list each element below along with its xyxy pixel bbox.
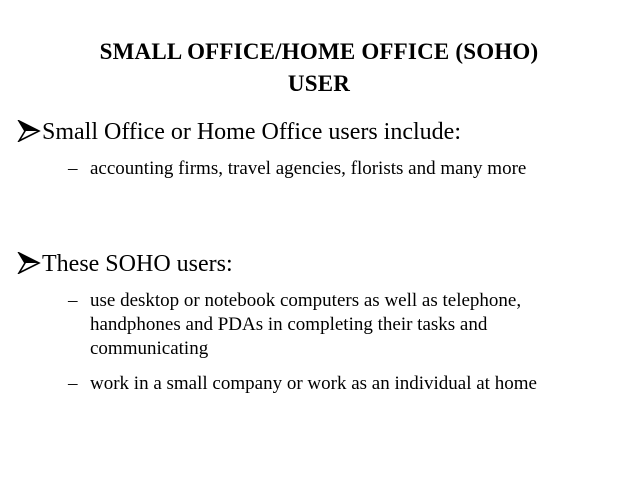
bullet-text: These SOHO users: (42, 251, 233, 277)
slide-title-line-2: USER (287, 71, 351, 96)
sub-item-text: accounting firms, travel agencies, florists and many more (90, 158, 527, 179)
slide-title-line-1: SMALL OFFICE/HOME OFFICE (SOHO) (99, 39, 539, 64)
sub-item (68, 289, 578, 361)
sub-item (68, 157, 558, 181)
bullet-text: Small Office or Home Office users include: (42, 119, 461, 145)
arrowhead-bullet-icon (16, 252, 42, 274)
arrowhead-bullet-icon (16, 120, 42, 142)
dash-marker: – (68, 373, 78, 394)
slide-title (20, 36, 618, 100)
sub-item-text: work in a small company or work as an individual at home (90, 373, 537, 394)
bullet-item (16, 250, 233, 278)
sub-item-text: use desktop or notebook computers as well as telephone, handphones and PDAs in completing their tasks and communicating (90, 290, 522, 359)
dash-marker: – (68, 290, 78, 311)
bullet-item (16, 118, 461, 146)
sub-item (68, 372, 588, 396)
dash-marker: – (68, 158, 78, 179)
